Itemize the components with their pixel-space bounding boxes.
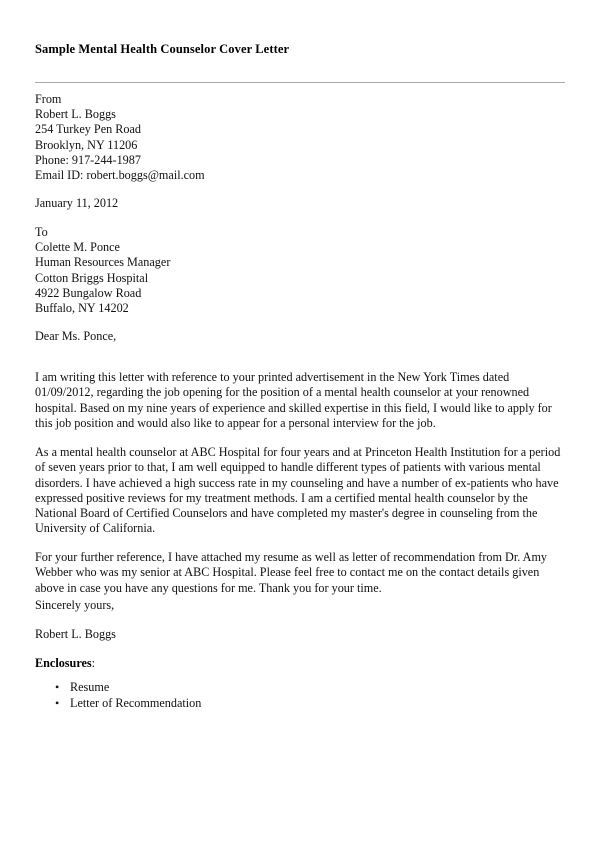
recipient-name: Colette M. Ponce <box>35 240 120 255</box>
recipient-organization: Cotton Briggs Hospital <box>35 270 149 285</box>
sender-address-block <box>35 92 205 183</box>
body-paragraph-3: For your further reference, I have attached my resume as well as letter of recommendation from Dr. Amy Webber who was my senior at ABC Hospital. Please feel free to contact me on the contact details given above in case you have any questions for me. Thank you for your time. <box>35 550 548 595</box>
page-title: Sample Mental Health Counselor Cover Letter <box>35 42 290 57</box>
salutation-text: Dear Ms. Ponce, <box>35 329 117 343</box>
signature-name <box>35 627 116 642</box>
enclosures-label: Enclosures <box>35 656 92 670</box>
list-item-label: Resume <box>70 680 110 694</box>
enclosures-list <box>35 680 201 711</box>
closing-phrase <box>35 598 114 613</box>
bullet-icon: • <box>55 680 60 694</box>
salutation <box>35 329 116 344</box>
recipient-city-state-zip: Buffalo, NY 14202 <box>35 301 129 316</box>
body-paragraph-2: As a mental health counselor at ABC Hospital for four years and at Princeton Health Institution for a period of seven years prior to that, I am well equipped to handle different types of patients with various mental disorders. I have achieved a high success rate in my counseling and have a number of ex-patients who have expressed positive reviews for my treatment methods. I am a certified mental health counselor by the National Board of Certified Counselors and have completed my master's degree in counseling from the University of California. <box>35 445 561 536</box>
sender-phone: Phone: 917-244-1987 <box>35 152 141 167</box>
enclosures-colon: : <box>91 656 96 670</box>
recipient-job-title: Human Resources Manager <box>35 255 171 270</box>
letter-date-value: January 11, 2012 <box>35 196 119 210</box>
body-paragraph-1: I am writing this letter with reference to your printed advertisement in the New York Times dated 01/09/2012, regarding the job opening for the position of a mental health counselor at your renowned hospital. Based on my nine years of experience and skilled expertise in this field, I would like to apply for this job position and would also like to appear for a personal interview for the job. <box>35 370 552 430</box>
list-item-label: Letter of Recommendation <box>70 695 202 710</box>
recipient-street: 4922 Bungalow Road <box>35 285 142 300</box>
recipient-heading: To <box>35 225 48 239</box>
closing-phrase-text: Sincerely yours, <box>35 598 115 612</box>
sender-street: 254 Turkey Pen Road <box>35 122 141 137</box>
recipient-address-block <box>35 225 170 316</box>
list-item <box>35 696 201 712</box>
signature-name-text: Robert L. Boggs <box>35 627 116 641</box>
enclosures-heading <box>35 656 95 671</box>
title-divider <box>35 82 565 83</box>
sender-heading: From <box>35 92 62 106</box>
sender-city-state-zip: Brooklyn, NY 11206 <box>35 137 138 152</box>
bullet-icon: • <box>55 695 60 710</box>
letter-date <box>35 196 118 211</box>
list-item <box>35 680 201 696</box>
sender-name: Robert L. Boggs <box>35 107 116 122</box>
sender-email: Email ID: robert.boggs@mail.com <box>35 168 205 183</box>
